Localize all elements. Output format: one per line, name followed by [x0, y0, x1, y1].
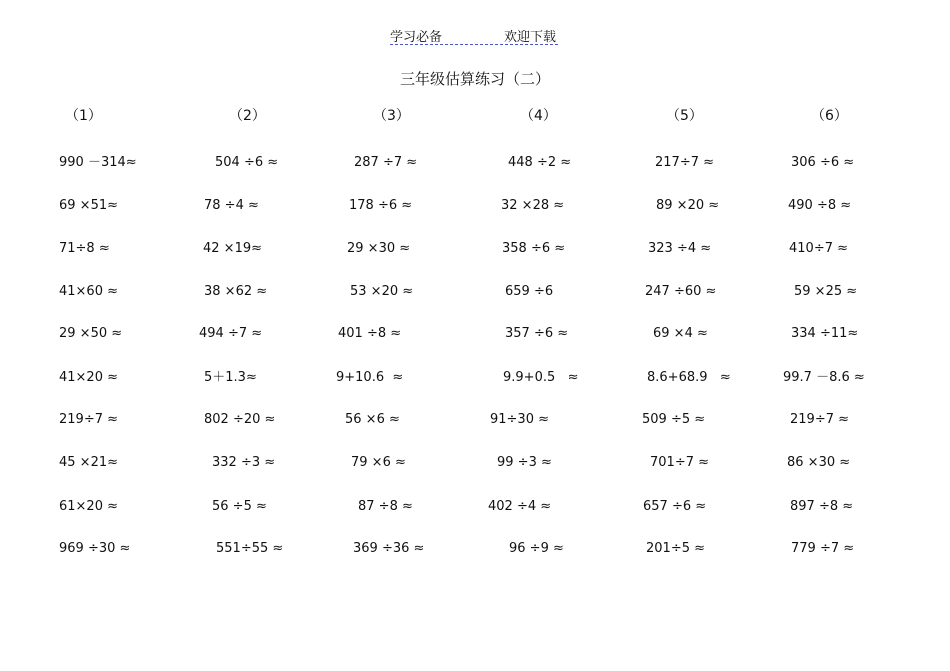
estimation-problem: 99.7 －8.6 ≈	[783, 370, 865, 385]
column-header: （2）	[229, 108, 266, 124]
estimation-problem: 490 ÷8 ≈	[788, 198, 852, 213]
estimation-problem: 56 ÷5 ≈	[212, 499, 267, 514]
estimation-problem: 332 ÷3 ≈	[212, 455, 276, 470]
estimation-problem: 779 ÷7 ≈	[791, 541, 855, 556]
estimation-problem: 504 ÷6 ≈	[215, 155, 279, 170]
estimation-problem: 91÷30 ≈	[490, 412, 550, 427]
header-right-text: 欢迎下载	[504, 30, 557, 45]
estimation-problem: 217÷7 ≈	[655, 155, 715, 170]
estimation-problem: 69 ×4 ≈	[653, 326, 708, 341]
estimation-problem: 178 ÷6 ≈	[349, 198, 413, 213]
estimation-problem: 87 ÷8 ≈	[358, 499, 413, 514]
estimation-problem: 32 ×28 ≈	[501, 198, 565, 213]
page-title: 三年级估算练习（二）	[399, 70, 550, 88]
estimation-problem: 509 ÷5 ≈	[642, 412, 706, 427]
estimation-problem: 89 ×20 ≈	[656, 198, 720, 213]
estimation-problem: 99 ÷3 ≈	[497, 455, 552, 470]
estimation-problem: 71÷8 ≈	[59, 241, 110, 256]
estimation-problem: 802 ÷20 ≈	[204, 412, 276, 427]
estimation-problem: 551÷55 ≈	[216, 541, 284, 556]
estimation-problem: 448 ÷2 ≈	[508, 155, 572, 170]
estimation-problem: 219÷7 ≈	[790, 412, 850, 427]
estimation-problem: 401 ÷8 ≈	[338, 326, 402, 341]
estimation-problem: 96 ÷9 ≈	[509, 541, 564, 556]
header-dashed-rule	[390, 44, 558, 45]
estimation-problem: 990 －314≈	[59, 155, 137, 170]
estimation-problem: 9+10.6 ≈	[336, 370, 404, 385]
estimation-problem: 79 ×6 ≈	[351, 455, 406, 470]
estimation-problem: 247 ÷60 ≈	[645, 284, 717, 299]
estimation-problem: 494 ÷7 ≈	[199, 326, 263, 341]
estimation-problem: 657 ÷6 ≈	[643, 499, 707, 514]
estimation-problem: 369 ÷36 ≈	[353, 541, 425, 556]
estimation-problem: 45 ×21≈	[59, 455, 119, 470]
estimation-problem: 8.6+68.9 ≈	[647, 370, 731, 385]
estimation-problem: 969 ÷30 ≈	[59, 541, 131, 556]
estimation-problem: 334 ÷11≈	[791, 326, 859, 341]
estimation-problem: 29 ×50 ≈	[59, 326, 123, 341]
estimation-problem: 402 ÷4 ≈	[488, 499, 552, 514]
column-header: （4）	[520, 108, 557, 124]
estimation-problem: 56 ×6 ≈	[345, 412, 400, 427]
estimation-problem: 323 ÷4 ≈	[648, 241, 712, 256]
estimation-problem: 897 ÷8 ≈	[790, 499, 854, 514]
estimation-problem: 53 ×20 ≈	[350, 284, 414, 299]
estimation-problem: 5＋1.3≈	[204, 370, 257, 385]
estimation-problem: 410÷7 ≈	[789, 241, 849, 256]
column-header: （6）	[811, 108, 848, 124]
estimation-problem: 86 ×30 ≈	[787, 455, 851, 470]
estimation-problem: 219÷7 ≈	[59, 412, 119, 427]
estimation-problem: 61×20 ≈	[59, 499, 119, 514]
column-header: （3）	[373, 108, 410, 124]
estimation-problem: 41×20 ≈	[59, 370, 119, 385]
header-left-text: 学习必备	[390, 30, 443, 45]
column-header: （5）	[666, 108, 703, 124]
page-header	[0, 29, 950, 47]
estimation-problem: 38 ×62 ≈	[204, 284, 268, 299]
estimation-problem: 69 ×51≈	[59, 198, 119, 213]
estimation-problem: 701÷7 ≈	[650, 455, 710, 470]
estimation-problem: 287 ÷7 ≈	[354, 155, 418, 170]
estimation-problem: 29 ×30 ≈	[347, 241, 411, 256]
estimation-problem: 357 ÷6 ≈	[505, 326, 569, 341]
estimation-problem: 42 ×19≈	[203, 241, 263, 256]
estimation-problem: 659 ÷6	[505, 284, 554, 299]
estimation-problem: 41×60 ≈	[59, 284, 119, 299]
estimation-problem: 306 ÷6 ≈	[791, 155, 855, 170]
estimation-problem: 78 ÷4 ≈	[204, 198, 259, 213]
column-header: （1）	[65, 108, 102, 124]
estimation-problem: 358 ÷6 ≈	[502, 241, 566, 256]
estimation-problem: 59 ×25 ≈	[794, 284, 858, 299]
estimation-problem: 9.9+0.5 ≈	[503, 370, 579, 385]
estimation-problem: 201÷5 ≈	[646, 541, 706, 556]
